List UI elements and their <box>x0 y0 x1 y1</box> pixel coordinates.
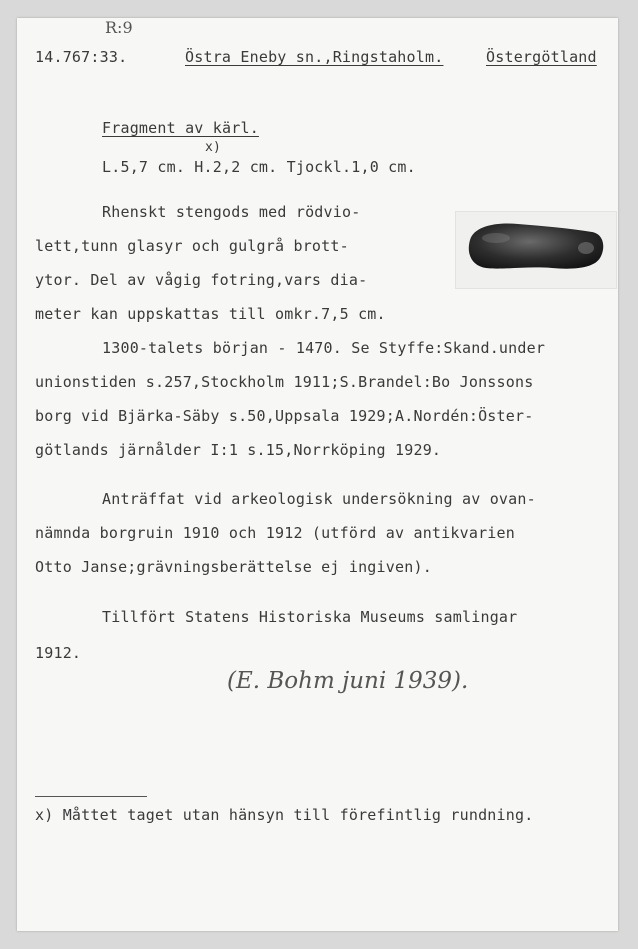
sherd-image <box>456 212 616 288</box>
dimensions: L.5,7 cm. H.2,2 cm. Tjockl.1,0 cm. <box>102 158 416 176</box>
footnote-divider <box>35 796 147 797</box>
catalog-number: 14.767:33. <box>35 48 128 66</box>
acquisition-line-2: 1912. <box>35 644 82 662</box>
province: Östergötland <box>486 48 597 66</box>
reference-line-1: 1300-talets början - 1470. Se Styffe:Skand.under <box>102 339 546 357</box>
reference-line-2: unionstiden s.257,Stockholm 1911;S.Brandel:Bo Jonssons <box>35 373 534 391</box>
footnote-marker: x) <box>205 140 222 155</box>
description-line-1: Rhenskt stengods med rödvio- <box>102 203 361 221</box>
ref-mark: R:9 <box>105 18 133 37</box>
acquisition-line-1: Tillfört Statens Historiska Museums samlingar <box>102 608 518 626</box>
reference-line-3: borg vid Bjärka-Säby s.50,Uppsala 1929;A.Nordén:Öster- <box>35 407 534 425</box>
catalog-card <box>17 18 618 931</box>
object-photo <box>455 211 617 289</box>
find-location: Östra Eneby sn.,Ringstaholm. <box>185 48 444 66</box>
footnote: x) Måttet taget utan hänsyn till förefintlig rundning. <box>35 806 534 824</box>
object-title: Fragment av kärl. <box>102 119 259 137</box>
description-line-3: ytor. Del av vågig fotring,vars dia- <box>35 271 368 289</box>
find-line-1: Anträffat vid arkeologisk undersökning av ovan- <box>102 490 536 508</box>
handwritten-signature: (E. Bohm juni 1939). <box>227 668 469 694</box>
find-line-3: Otto Janse;grävningsberättelse ej ingiven). <box>35 558 432 576</box>
reference-line-4: götlands järnålder I:1 s.15,Norrköping 1929. <box>35 441 442 459</box>
description-line-4: meter kan uppskattas till omkr.7,5 cm. <box>35 305 386 323</box>
find-line-2: nämnda borgruin 1910 och 1912 (utförd av antikvarien <box>35 524 515 542</box>
description-line-2: lett,tunn glasyr och gulgrå brott- <box>35 237 349 255</box>
